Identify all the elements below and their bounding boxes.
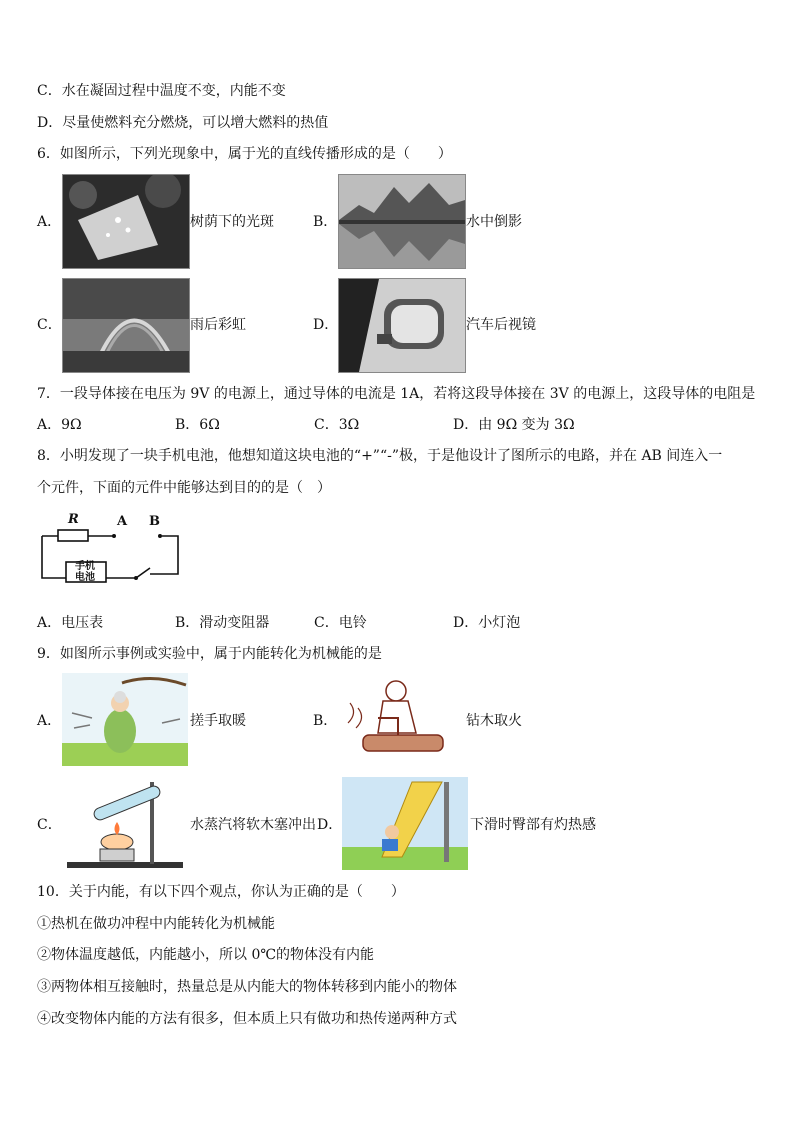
q6-b-letter: B． [313,214,338,230]
circuit-diagram [38,512,182,584]
q7-option-a: A．9Ω [37,417,82,433]
q9-d-letter: D． [317,817,343,833]
q6-a-image [62,174,190,269]
q9-b-caption: 钻木取火 [466,713,522,729]
question-6: 6．如图所示，下列光现象中，属于光的直线传播形成的是（ ） [37,146,452,162]
q7-option-d: D．由 9Ω 变为 3Ω [453,417,575,433]
q6-d-letter: D． [313,317,339,333]
circuit-battery-label-1: 手机 [75,561,95,572]
q8-option-d: D．小灯泡 [453,615,521,631]
q9-d-caption: 下滑时臀部有灼热感 [470,817,596,833]
q9-c-caption: 水蒸汽将软木塞冲出 [190,817,316,833]
q6-c-image [62,278,190,373]
question-7: 7．一段导体接在电压为 9V 的电源上，通过导体的电流是 1A，若将这段导体接在 3V 的电源上，这段导体的电阻是 [37,386,756,402]
circuit-battery-label-2: 电池 [75,572,95,583]
q9-b-letter: B． [313,713,338,729]
q9-a-image [62,673,188,766]
q8-option-b: B．滑动变阻器 [175,615,270,631]
q9-c-letter: C． [37,817,62,833]
question-9: 9．如图所示事例或实验中，属于内能转化为机械能的是 [37,646,382,662]
circuit-r-label: R [68,512,79,527]
q9-b-image [338,673,464,766]
statement-1: ①热机在做功冲程中内能转化为机械能 [37,916,275,932]
q7-option-b: B．6Ω [175,417,220,433]
q6-d-caption: 汽车后视镜 [466,317,536,333]
statement-3: ③两物体相互接触时，热量总是从内能大的物体转移到内能小的物体 [37,979,457,995]
q8-option-c: C．电铃 [314,615,367,631]
statement-4: ④改变物体内能的方法有很多，但本质上只有做功和热传递两种方式 [37,1011,457,1027]
q6-a-letter: A． [37,214,62,230]
q6-c-caption: 雨后彩虹 [190,317,246,333]
q6-c-letter: C． [37,317,62,333]
q6-d-image [338,278,466,373]
circuit-svg [38,512,182,584]
q9-a-letter: A． [37,713,62,729]
circuit-b-label: B [149,514,160,529]
q9-c-image [62,777,188,870]
option-c-prev: C．水在凝固过程中温度不变，内能不变 [37,83,286,99]
question-10: 10．关于内能，有以下四个观点，你认为正确的是（ ） [37,884,405,900]
q9-d-image [342,777,468,870]
question-8-line1: 8．小明发现了一块手机电池，他想知道这块电池的“+”“-”极，于是他设计了图所示的电路，并在 AB 间连入一 [37,448,723,464]
circuit-a-label: A [117,514,128,529]
q8-option-a: A．电压表 [37,615,104,631]
q6-b-caption: 水中倒影 [466,214,522,230]
option-d-prev: D．尽量使燃料充分燃烧，可以增大燃料的热值 [37,115,329,131]
question-8-line2: 个元件，下面的元件中能够达到目的的是（ ） [37,480,331,496]
statement-2: ②物体温度越低，内能越小，所以 0℃的物体没有内能 [37,947,375,963]
q6-b-image [338,174,466,269]
q7-option-c: C．3Ω [314,417,360,433]
q6-a-caption: 树荫下的光斑 [190,214,274,230]
q9-a-caption: 搓手取暖 [190,713,246,729]
